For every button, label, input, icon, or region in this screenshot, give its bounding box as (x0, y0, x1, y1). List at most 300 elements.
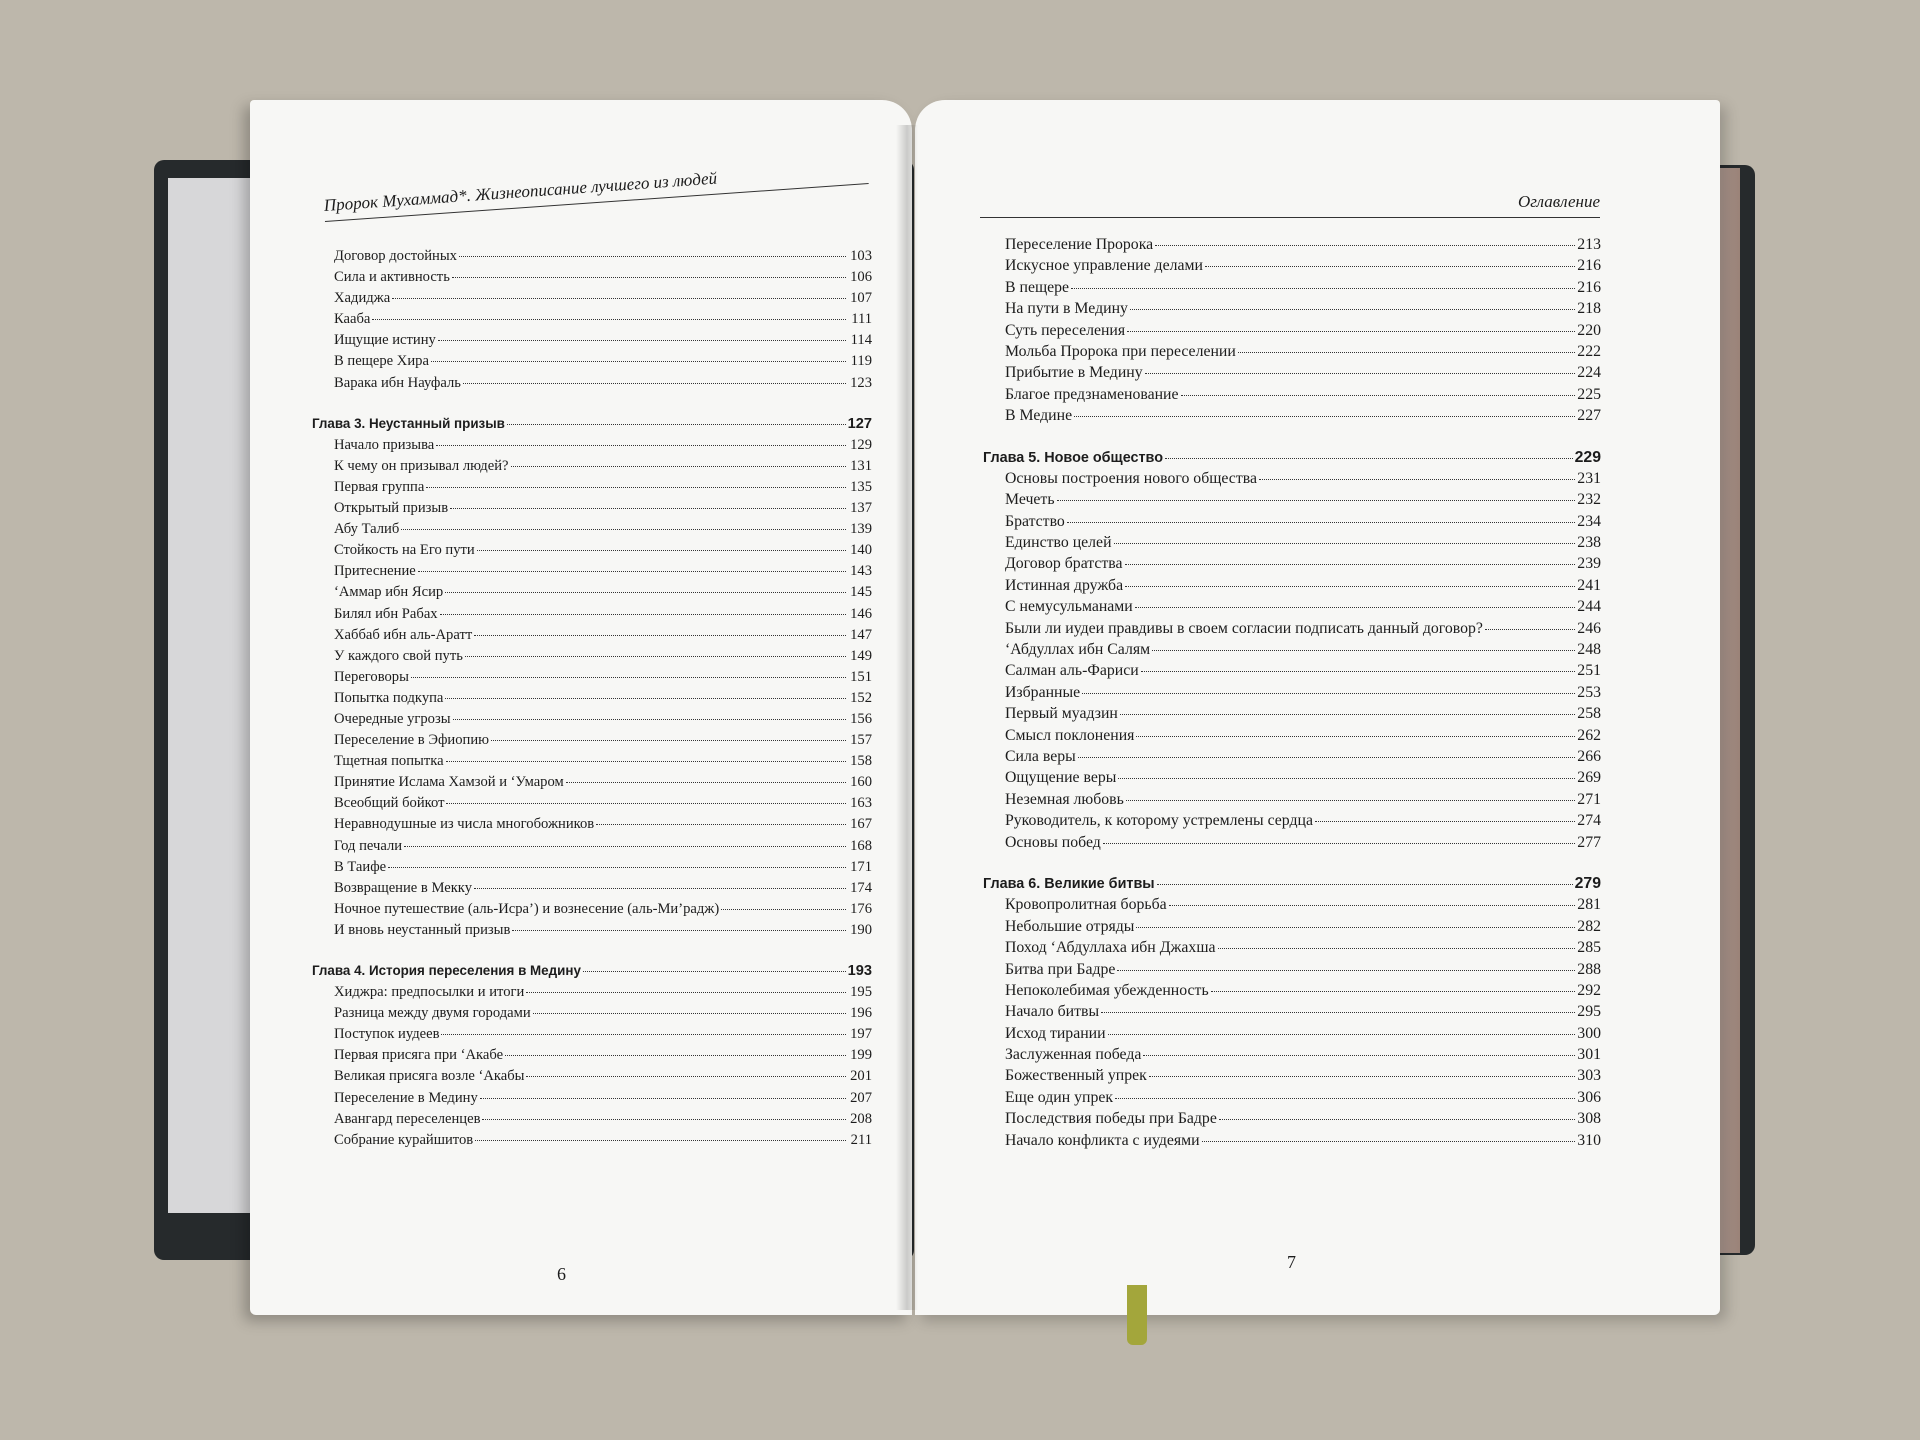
toc-entry (312, 648, 872, 669)
toc-entry-title: Тщетная попытка (334, 753, 444, 770)
toc-entry-page: 295 (1577, 1003, 1601, 1021)
dot-leader (1127, 331, 1575, 332)
toc-entry-title: Открытый призыв (334, 500, 449, 517)
toc-entry-page: 234 (1577, 512, 1601, 530)
toc-entry-page: 216 (1577, 278, 1601, 296)
toc-entry-page: 281 (1577, 896, 1601, 914)
toc-entry-page: 274 (1577, 812, 1601, 830)
toc-entry-page: 197 (850, 1026, 872, 1043)
toc-entry-title: Ищущие истину (334, 332, 436, 349)
toc-entry-page: 306 (1577, 1088, 1601, 1106)
toc-entry-page: 146 (850, 605, 872, 622)
toc-entry-title: Мольба Пророка при переселении (1005, 342, 1236, 360)
toc-entry (312, 542, 872, 563)
toc-entry-page: 303 (1577, 1067, 1601, 1085)
dot-leader (446, 803, 846, 804)
toc-entry-page: 137 (850, 500, 872, 517)
toc-chapter-heading (983, 875, 1601, 896)
toc-entry-page: 277 (1577, 833, 1601, 851)
toc-entry-title: Неравнодушные из числа многобожников (334, 816, 595, 833)
toc-entry-title: В Медине (1005, 407, 1073, 425)
toc-entry (983, 577, 1601, 598)
toc-entry-page: 152 (850, 689, 872, 706)
toc-entry-page: 222 (1577, 342, 1601, 360)
dot-leader (480, 1098, 846, 1099)
toc-entry (983, 791, 1601, 812)
toc-entry (983, 620, 1601, 641)
toc-entry (312, 816, 872, 837)
toc-entry (312, 901, 872, 922)
toc-entry-title: Избранные (1005, 683, 1081, 701)
dot-leader (1067, 522, 1575, 523)
toc-entry (312, 795, 872, 816)
toc-entry-page: 241 (1577, 576, 1601, 594)
toc-entry-page: 301 (1577, 1046, 1601, 1064)
toc-entry (312, 838, 872, 859)
toc-entry-page: 258 (1577, 705, 1601, 723)
toc-entry-title: Билял ибн Рабах (334, 605, 438, 622)
toc-entry-page: 135 (850, 478, 872, 495)
toc-entry-title: Кровопролитная борьба (1005, 896, 1167, 914)
toc-entry (312, 248, 872, 269)
dot-leader (1120, 714, 1575, 715)
toc-entry (983, 662, 1601, 683)
toc-entry (312, 1068, 872, 1089)
dot-leader (1169, 905, 1575, 906)
toc-entry-page: 176 (850, 900, 872, 917)
toc-entry (983, 279, 1601, 300)
dot-leader (505, 1055, 846, 1056)
toc-entry-page: 174 (850, 879, 872, 896)
toc-entry-page: 190 (850, 921, 872, 938)
left-page (250, 100, 912, 1315)
dot-leader (1125, 586, 1575, 587)
toc-entry-title: Переселение в Эфиопию (334, 732, 490, 749)
toc-entry-title: Глава 4. История переселения в Медину (312, 963, 581, 978)
toc-entry (983, 641, 1601, 662)
dot-leader (450, 508, 846, 509)
toc-entry (983, 322, 1601, 343)
toc-entry (983, 300, 1601, 321)
toc-entry (983, 812, 1601, 833)
dot-leader (1211, 991, 1575, 992)
toc-entry-page: 211 (850, 1131, 872, 1148)
toc-entry (312, 1132, 872, 1153)
dot-leader (392, 298, 846, 299)
toc-entry-title: Непоколебимая убежденность (1005, 981, 1209, 999)
toc-entry-page: 103 (850, 248, 872, 264)
toc-entry-page: 207 (850, 1089, 872, 1106)
toc-entry (983, 470, 1601, 491)
toc-entry (312, 669, 872, 690)
toc-entry-page: 224 (1577, 364, 1601, 382)
dot-leader (1136, 736, 1575, 737)
toc-entry (983, 491, 1601, 512)
toc-entry (983, 896, 1601, 917)
dot-leader (1071, 288, 1575, 289)
toc-entry-page: 129 (850, 436, 872, 453)
toc-entry-title: Истинная дружба (1005, 576, 1124, 594)
toc-entry-page: 218 (1577, 300, 1601, 318)
toc-entry-title: Переселение в Медину (334, 1089, 478, 1106)
dot-leader (1103, 843, 1575, 844)
toc-entry-page: 123 (850, 374, 872, 391)
toc-entry-title: Салман аль-Фариси (1005, 662, 1139, 680)
toc-entry-title: Суть переселения (1005, 321, 1126, 339)
dot-leader (1181, 395, 1575, 396)
toc-entry-page: 157 (850, 732, 872, 749)
dot-leader (446, 761, 846, 762)
toc-entry-page: 163 (850, 795, 872, 812)
toc-entry-page: 149 (850, 647, 872, 664)
toc-entry-title: Ночное путешествие (аль-Исра’) и вознесение (аль-Ми’радж) (334, 900, 720, 917)
toc-entry-page: 232 (1577, 491, 1601, 509)
dot-leader (1108, 1034, 1575, 1035)
running-head: Пророк Мухаммад*. Жизнеописание лучшего из людей (323, 158, 868, 222)
toc-entry (312, 880, 872, 901)
toc-entry-title: Глава 3. Неустанный призыв (312, 415, 505, 431)
toc-entry (312, 753, 872, 774)
toc-entry-page: 262 (1577, 726, 1601, 744)
toc-entry-title: Начало битвы (1005, 1003, 1100, 1021)
dot-leader (1485, 629, 1575, 630)
table-of-contents (983, 236, 1601, 1153)
toc-entry-page: 208 (850, 1110, 872, 1127)
dot-leader (1101, 1012, 1575, 1013)
toc-entry-page: 269 (1577, 769, 1601, 787)
toc-entry-title: И вновь неустанный призыв (334, 921, 511, 938)
toc-chapter-heading (312, 416, 872, 437)
toc-entry (983, 684, 1601, 705)
toc-entry (983, 705, 1601, 726)
toc-entry (983, 918, 1601, 939)
dot-leader (1078, 757, 1575, 758)
toc-entry-title: В Таифе (334, 858, 387, 875)
dot-leader (452, 277, 846, 278)
dot-leader (463, 383, 846, 384)
toc-entry-page: 156 (850, 710, 872, 727)
dot-leader (411, 677, 846, 678)
dot-leader (1125, 564, 1575, 565)
toc-entry (983, 555, 1601, 576)
toc-entry (312, 332, 872, 353)
dot-leader (491, 740, 846, 741)
dot-leader (459, 256, 846, 257)
toc-entry-page: 227 (1577, 407, 1601, 425)
toc-entry (312, 690, 872, 711)
toc-entry (312, 458, 872, 479)
toc-entry (312, 627, 872, 648)
dot-leader (438, 340, 846, 341)
toc-entry-page: 279 (1574, 874, 1601, 892)
toc-entry-page: 220 (1577, 321, 1601, 339)
toc-entry-title: Хадиджа (334, 290, 391, 307)
toc-entry-title: Стойкость на Его пути (334, 542, 475, 559)
toc-entry-title: Начало призыва (334, 436, 435, 453)
dot-leader (1126, 800, 1575, 801)
toc-entry-page: 229 (1574, 448, 1601, 466)
toc-entry-title: Братство (1005, 512, 1065, 530)
toc-entry-title: На пути в Медину (1005, 300, 1128, 318)
right-page (915, 100, 1720, 1315)
toc-entry-title: Неземная любовь (1005, 790, 1124, 808)
toc-entry-page: 246 (1577, 619, 1601, 637)
toc-entry-page: 308 (1577, 1110, 1601, 1128)
toc-entry-page: 195 (850, 984, 872, 1001)
toc-entry (983, 534, 1601, 555)
toc-entry-page: 168 (850, 837, 872, 854)
toc-entry (983, 236, 1601, 257)
toc-entry-title: Единство целей (1005, 534, 1112, 552)
bookmark-ribbon (1127, 1285, 1147, 1345)
toc-entry-title: Год печали (334, 837, 403, 854)
toc-entry-page: 310 (1577, 1131, 1601, 1149)
toc-entry (312, 584, 872, 605)
dot-leader (1219, 1119, 1575, 1120)
toc-chapter-heading (312, 963, 872, 984)
toc-entry-title: Переселение Пророка (1005, 236, 1154, 253)
dot-leader (721, 909, 846, 910)
dot-leader (474, 888, 846, 889)
toc-entry (312, 1111, 872, 1132)
dot-leader (1057, 500, 1575, 501)
dot-leader (477, 550, 846, 551)
dot-leader (453, 719, 846, 720)
dot-leader (1115, 1098, 1575, 1099)
toc-entry-page: 253 (1577, 683, 1601, 701)
toc-entry-title: Возвращение в Мекку (334, 879, 472, 896)
dot-leader (482, 1119, 846, 1120)
dot-leader (404, 846, 846, 847)
toc-entry-title: Принятие Ислама Хамзой и ‘Умаром (334, 774, 564, 791)
toc-entry-title: В пещере (1005, 278, 1070, 296)
dot-leader (1082, 693, 1575, 694)
toc-entry-title: Мечеть (1005, 491, 1055, 509)
dot-leader (1259, 479, 1575, 480)
toc-entry-title: Основы построения нового общества (1005, 469, 1257, 487)
toc-entry-title: Глава 5. Новое общество (983, 449, 1164, 466)
toc-entry-title: У каждого свой путь (334, 647, 463, 664)
toc-entry-page: 145 (850, 584, 872, 601)
toc-entry-title: Авангард переселенцев (334, 1110, 481, 1127)
toc-entry-title: Ощущение веры (1005, 769, 1117, 787)
toc-entry-title: Сила веры (1005, 747, 1076, 765)
toc-entry-title: Договор братства (1005, 555, 1123, 573)
toc-entry (312, 479, 872, 500)
toc-entry-title: Кааба (334, 311, 371, 328)
dot-leader (596, 824, 846, 825)
toc-entry (312, 711, 872, 732)
toc-entry-page: 127 (847, 415, 872, 432)
toc-entry (983, 1003, 1601, 1024)
toc-entry (983, 961, 1601, 982)
toc-entry-page: 160 (850, 774, 872, 791)
toc-entry-title: Притеснение (334, 563, 416, 580)
toc-entry-title: ‘Абдуллах ибн Салям (1005, 641, 1151, 659)
dot-leader (388, 867, 846, 868)
toc-entry-page: 140 (850, 542, 872, 559)
dot-leader (474, 635, 846, 636)
toc-entry (983, 748, 1601, 769)
toc-entry (983, 1110, 1601, 1131)
toc-entry (983, 386, 1601, 407)
toc-entry (983, 407, 1601, 428)
toc-entry-page: 213 (1577, 236, 1601, 253)
toc-entry (983, 1046, 1601, 1067)
dot-leader (1315, 821, 1575, 822)
dot-leader (1238, 352, 1575, 353)
toc-entry (312, 1047, 872, 1068)
toc-entry (983, 1089, 1601, 1110)
toc-entry-title: Смысл поклонения (1005, 726, 1135, 744)
page-number: 7 (1287, 1252, 1296, 1272)
toc-entry (312, 521, 872, 542)
toc-entry-title: Сила и активность (334, 269, 450, 286)
toc-entry-title: Первая присяга при ‘Акабе (334, 1047, 504, 1064)
dot-leader (445, 592, 846, 593)
toc-entry-page: 111 (851, 311, 872, 328)
dot-leader (426, 487, 846, 488)
page-block-edge-left (168, 178, 260, 1213)
dot-leader (445, 698, 846, 699)
toc-entry-page: 292 (1577, 981, 1601, 999)
toc-entry (983, 727, 1601, 748)
toc-entry-title: Битва при Бадре (1005, 960, 1116, 978)
dot-leader (465, 656, 846, 657)
toc-entry (312, 563, 872, 584)
toc-entry-title: Руководитель, к которому устремлены сердца (1005, 812, 1313, 830)
toc-entry-page: 282 (1577, 917, 1601, 935)
toc-entry-page: 216 (1577, 257, 1601, 275)
toc-entry-title: Переговоры (334, 668, 409, 685)
toc-entry-page: 167 (850, 816, 872, 833)
toc-entry-page: 266 (1577, 747, 1601, 765)
toc-entry-page: 131 (850, 457, 872, 474)
toc-entry (312, 375, 872, 396)
dot-leader (1141, 671, 1575, 672)
toc-entry-title: Первый муадзин (1005, 705, 1118, 723)
toc-entry (983, 769, 1601, 790)
toc-entry (983, 598, 1601, 619)
toc-entry-title: Благое предзнаменование (1005, 385, 1179, 403)
toc-entry (312, 732, 872, 753)
dot-leader (511, 466, 847, 467)
toc-entry-page: 239 (1577, 555, 1601, 573)
book-spine-shadow (896, 125, 918, 1310)
toc-entry-title: Искусное управление делами (1005, 257, 1203, 275)
toc-entry (312, 437, 872, 458)
dot-leader (566, 782, 846, 783)
toc-entry-page: 151 (850, 668, 872, 685)
dot-leader (1118, 778, 1575, 779)
dot-leader (1152, 650, 1575, 651)
toc-entry-page: 193 (847, 963, 872, 979)
toc-entry-title: Попытка подкупа (334, 689, 444, 706)
dot-leader (1205, 266, 1575, 267)
toc-entry-title: Основы побед (1005, 833, 1101, 851)
dot-leader (1155, 245, 1575, 246)
toc-entry (312, 984, 872, 1005)
toc-entry-page: 225 (1577, 385, 1601, 403)
dot-leader (441, 1034, 846, 1035)
toc-entry-title: Хаббаб ибн аль-Аратт (334, 626, 473, 643)
toc-entry (312, 500, 872, 521)
toc-entry-page: 288 (1577, 960, 1601, 978)
toc-entry-title: Были ли иудеи правдивы в своем согласии подписать данный договор? (1005, 619, 1483, 637)
toc-entry (983, 513, 1601, 534)
toc-entry-title: Абу Талиб (334, 521, 400, 538)
toc-entry-title: Глава 6. Великие битвы (983, 875, 1155, 892)
dot-leader (1136, 927, 1575, 928)
dot-leader (1157, 884, 1573, 885)
dot-leader (440, 614, 846, 615)
toc-entry-page: 158 (850, 753, 872, 770)
toc-entry-title: Очередные угрозы (334, 710, 451, 727)
toc-entry-title: Варака ибн Науфаль (334, 374, 461, 391)
toc-entry-page: 147 (850, 626, 872, 643)
toc-entry-page: 248 (1577, 641, 1601, 659)
toc-entry-page: 271 (1577, 790, 1601, 808)
table-of-contents (312, 248, 872, 1153)
toc-entry-page: 285 (1577, 939, 1601, 957)
dot-leader (401, 529, 846, 530)
dot-leader (583, 971, 846, 972)
toc-entry-title: К чему он призывал людей? (334, 457, 509, 474)
dot-leader (431, 361, 846, 362)
page-number: 6 (557, 1264, 566, 1284)
toc-entry-page: 201 (850, 1068, 872, 1085)
toc-entry-title: ‘Аммар ибн Ясир (334, 584, 444, 601)
dot-leader (512, 930, 846, 931)
toc-entry-title: Прибытие в Медину (1005, 364, 1143, 382)
toc-entry-title: Поступок иудеев (334, 1026, 440, 1043)
toc-entry-page: 199 (850, 1047, 872, 1064)
toc-entry (983, 343, 1601, 364)
toc-entry-page: 251 (1577, 662, 1601, 680)
toc-entry-title: Божественный упрек (1005, 1067, 1147, 1085)
toc-entry-title: Исход тирании (1005, 1024, 1106, 1042)
toc-entry-page: 143 (850, 563, 872, 580)
dot-leader (507, 424, 846, 425)
dot-leader (1143, 1055, 1575, 1056)
toc-entry (312, 774, 872, 795)
toc-entry (983, 257, 1601, 278)
toc-entry-title: Небольшие отряды (1005, 917, 1135, 935)
toc-entry-title: Заслуженная победа (1005, 1046, 1142, 1064)
toc-entry (312, 1090, 872, 1111)
toc-entry-title: Еще один упрек (1005, 1088, 1114, 1106)
toc-entry (983, 1132, 1601, 1153)
toc-entry-title: Разница между двумя городами (334, 1005, 531, 1022)
toc-entry-title: Поход ‘Абдуллаха ибн Джахша (1005, 939, 1216, 957)
toc-entry-page: 196 (850, 1005, 872, 1022)
toc-entry-page: 238 (1577, 534, 1601, 552)
dot-leader (372, 319, 846, 320)
toc-entry (983, 1067, 1601, 1088)
dot-leader (1117, 970, 1575, 971)
dot-leader (1114, 543, 1575, 544)
dot-leader (526, 992, 846, 993)
dot-leader (1074, 416, 1575, 417)
toc-entry-page: 300 (1577, 1024, 1601, 1042)
toc-entry (312, 290, 872, 311)
toc-entry (983, 1025, 1601, 1046)
toc-entry-title: Собрание курайшитов (334, 1131, 474, 1148)
dot-leader (526, 1076, 846, 1077)
dot-leader (1145, 373, 1575, 374)
toc-entry-page: 231 (1577, 469, 1601, 487)
toc-entry-title: Первая группа (334, 478, 425, 495)
